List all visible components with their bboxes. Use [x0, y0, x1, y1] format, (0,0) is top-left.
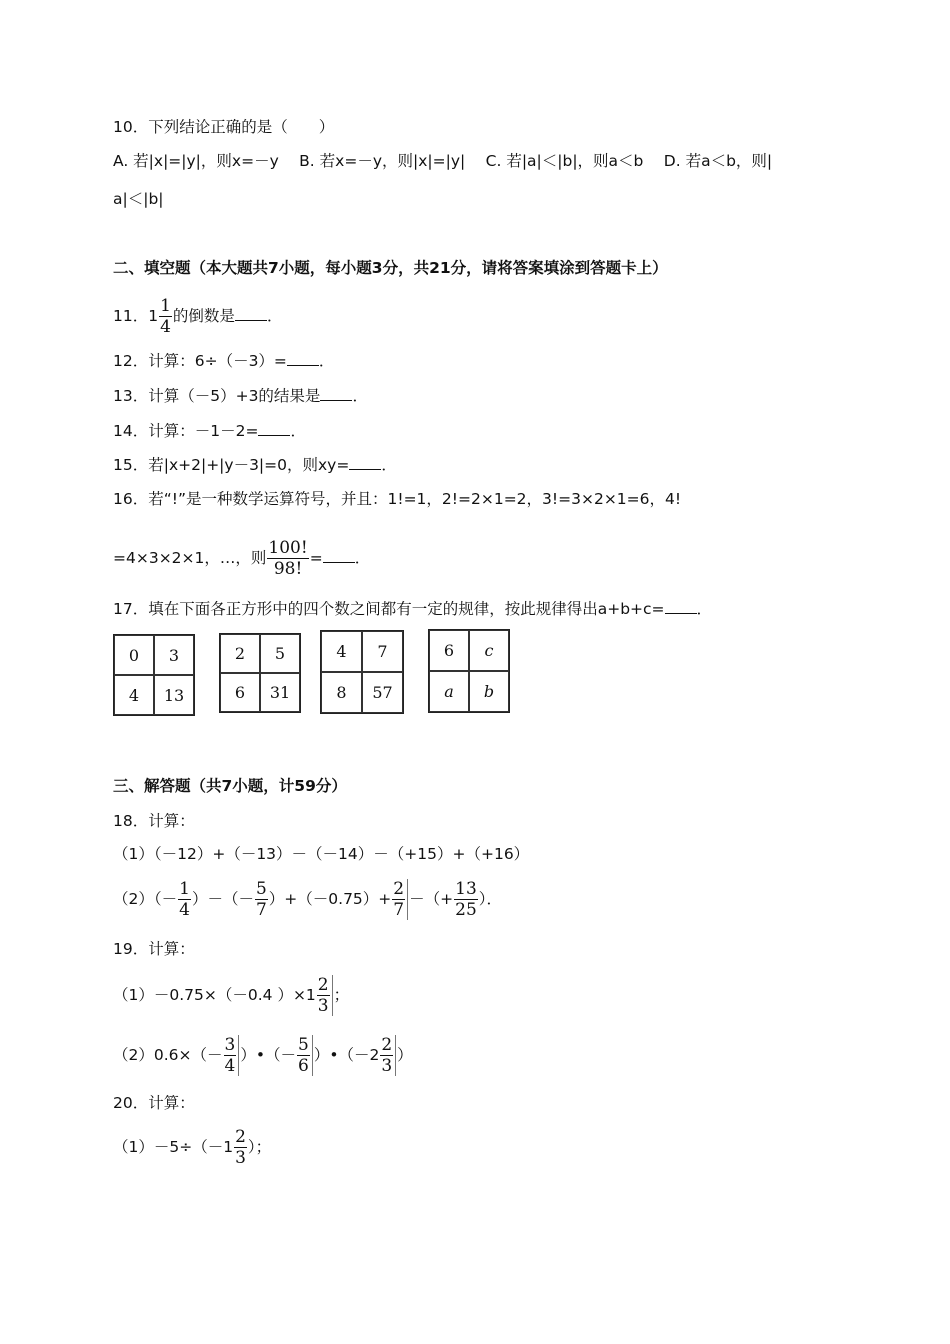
frac-num: 13 [455, 879, 477, 899]
q16-fraction [267, 538, 308, 579]
frac-den: 25 [455, 900, 477, 920]
q16-equals: = [309, 549, 323, 567]
q18-title: 18．计算： [113, 812, 195, 830]
q20-part1 [113, 1124, 271, 1170]
frac-num: 5 [255, 879, 267, 899]
q16-line1: 16．若“!”是一种数学运算符号，并且：1!=1，2!=2×1=2，3!=3×2×1=6，4! [113, 490, 682, 508]
q11-frac-num: 1 [160, 296, 171, 316]
q17-square-3 [320, 630, 404, 714]
q19-title: 19．计算： [113, 940, 195, 958]
q18-part1: （1）（－12）+（－13）－（－14）－（+15）+（+16） [113, 845, 530, 863]
q17-s4-cell: a [429, 671, 469, 712]
q11-end: ． [266, 307, 283, 325]
section2-heading: 二、填空题（本大题共7小题，每小题3分，共21分，请将答案填涂到答题卡上） [113, 259, 668, 277]
frac-den: 4 [224, 1056, 236, 1076]
q17-answer-blank[interactable] [665, 599, 697, 614]
frac-num: 1 [179, 879, 190, 899]
q16-answer-blank[interactable] [323, 548, 355, 563]
q14-text: 14．计算：－1－2= [113, 422, 259, 440]
q17-s3-cell: 4 [321, 631, 362, 672]
q12-end: ． [318, 352, 335, 370]
q17-end: ． [696, 600, 713, 618]
q17-s4-cell: 6 [429, 630, 469, 671]
frac-den: 4 [179, 900, 190, 920]
q13-end: ． [352, 387, 368, 405]
q17-s4-cell: b [469, 671, 509, 712]
frac-num: 5 [297, 1035, 309, 1055]
q11-frac-den: 4 [160, 317, 171, 337]
q16-line2 [113, 535, 370, 581]
q18-p2-text: －（+ [409, 890, 454, 908]
q10-options-cont: a|＜|b| [113, 190, 164, 208]
q17-s3-cell: 7 [362, 631, 403, 672]
frac-den: 7 [255, 900, 267, 920]
q13-text: 13．计算（－5）+3的结果是 [113, 387, 321, 405]
q13 [113, 385, 368, 407]
q17-s1-cell: 13 [154, 675, 194, 715]
q17-square-2 [219, 633, 301, 713]
q16-frac-num: 100! [268, 538, 308, 558]
q18-frac-1 [178, 879, 191, 920]
q10-options: A. 若|x|=|y|，则x=－y B. 若x=－y，则|x|=|y| C. 若|a|＜|b|，则a＜b D. 若a＜b，则| [113, 152, 773, 170]
q18-frac-2 [255, 879, 268, 920]
q19-part1 [113, 972, 349, 1018]
q11-suffix: 的倒数是 [172, 307, 235, 325]
q20-p1-text: ）； [247, 1138, 272, 1156]
q17-s3-cell: 57 [362, 672, 403, 713]
q18-part2 [113, 876, 502, 922]
q12 [113, 350, 334, 372]
q15 [113, 454, 397, 476]
q20-frac-1 [234, 1127, 247, 1168]
q17-s1-cell: 4 [114, 675, 154, 715]
q17-s3-cell: 8 [321, 672, 362, 713]
q11-fraction [159, 296, 172, 337]
q19-p1-text: （1）－0.75×（－0.4 ）×1 [113, 986, 316, 1004]
section3-heading: 三、解答题（共7小题，计59分） [113, 777, 347, 795]
q17-text: 17．填在下面各正方形中的四个数之间都有一定的规律，按此规律得出a+b+c= [113, 600, 665, 618]
q17-s4-cell: c [469, 630, 509, 671]
q16-end: ． [354, 549, 371, 567]
q10-stem: 10．下列结论正确的是（ ） [113, 118, 335, 136]
q17 [113, 598, 712, 620]
q18-p2-text: ）+（－0.75）+ [268, 890, 392, 908]
q19-frac-3 [297, 1035, 313, 1076]
frac-den: 3 [381, 1056, 393, 1076]
q18-p2-text: ）． [478, 890, 503, 908]
q18-p2-text: （2）（－ [113, 890, 178, 908]
q19-p2-text: ）•（－ [240, 1046, 296, 1064]
frac-num: 2 [393, 879, 405, 899]
q13-answer-blank[interactable] [320, 386, 352, 401]
q11 [113, 296, 282, 337]
q18-frac-3 [392, 879, 408, 920]
q11-answer-blank[interactable] [235, 306, 267, 321]
frac-num: 2 [381, 1035, 393, 1055]
q17-s2-cell: 2 [220, 634, 260, 673]
q17-square-4 [428, 629, 510, 713]
q19-frac-2 [224, 1035, 240, 1076]
frac-den: 3 [317, 996, 329, 1016]
q19-p2-text: （2）0.6×（－ [113, 1046, 223, 1064]
q19-frac-1 [317, 975, 333, 1016]
q14-answer-blank[interactable] [258, 421, 290, 436]
frac-num: 3 [224, 1035, 236, 1055]
q17-square-1 [113, 634, 195, 716]
q16-frac-den: 98! [273, 559, 303, 579]
q15-answer-blank[interactable] [349, 455, 381, 470]
q20-title: 20．计算： [113, 1094, 195, 1112]
frac-den: 3 [235, 1148, 246, 1168]
frac-num: 2 [317, 975, 329, 995]
q19-p2-text: ） [397, 1046, 413, 1064]
q20-p1-text: （1）－5÷（－1 [113, 1138, 234, 1156]
q19-p2-text: ）•（－2 [313, 1046, 380, 1064]
frac-num: 2 [235, 1127, 246, 1147]
q15-end: ． [381, 456, 397, 474]
q17-s1-cell: 0 [114, 635, 154, 675]
q17-s1-cell: 3 [154, 635, 194, 675]
q17-s2-cell: 6 [220, 673, 260, 712]
q14-end: ． [290, 422, 306, 440]
q12-answer-blank[interactable] [287, 351, 319, 366]
frac-den: 7 [393, 900, 405, 920]
q16-prefix: =4×3×2×1，…，则 [113, 549, 267, 567]
q18-frac-4 [454, 879, 478, 920]
q12-text: 12．计算：6÷（－3）= [113, 352, 287, 370]
q19-frac-4 [380, 1035, 396, 1076]
q19-part2 [113, 1032, 413, 1078]
q17-s2-cell: 5 [260, 634, 300, 673]
frac-den: 6 [297, 1056, 309, 1076]
q18-p2-text: ）－（－ [191, 890, 254, 908]
q11-prefix: 11．1 [113, 307, 159, 325]
q19-p1-text: ； [333, 986, 350, 1004]
q15-text: 15．若|x+2|+|y－3|=0，则xy= [113, 456, 350, 474]
q14 [113, 420, 306, 442]
q17-s2-cell: 31 [260, 673, 300, 712]
